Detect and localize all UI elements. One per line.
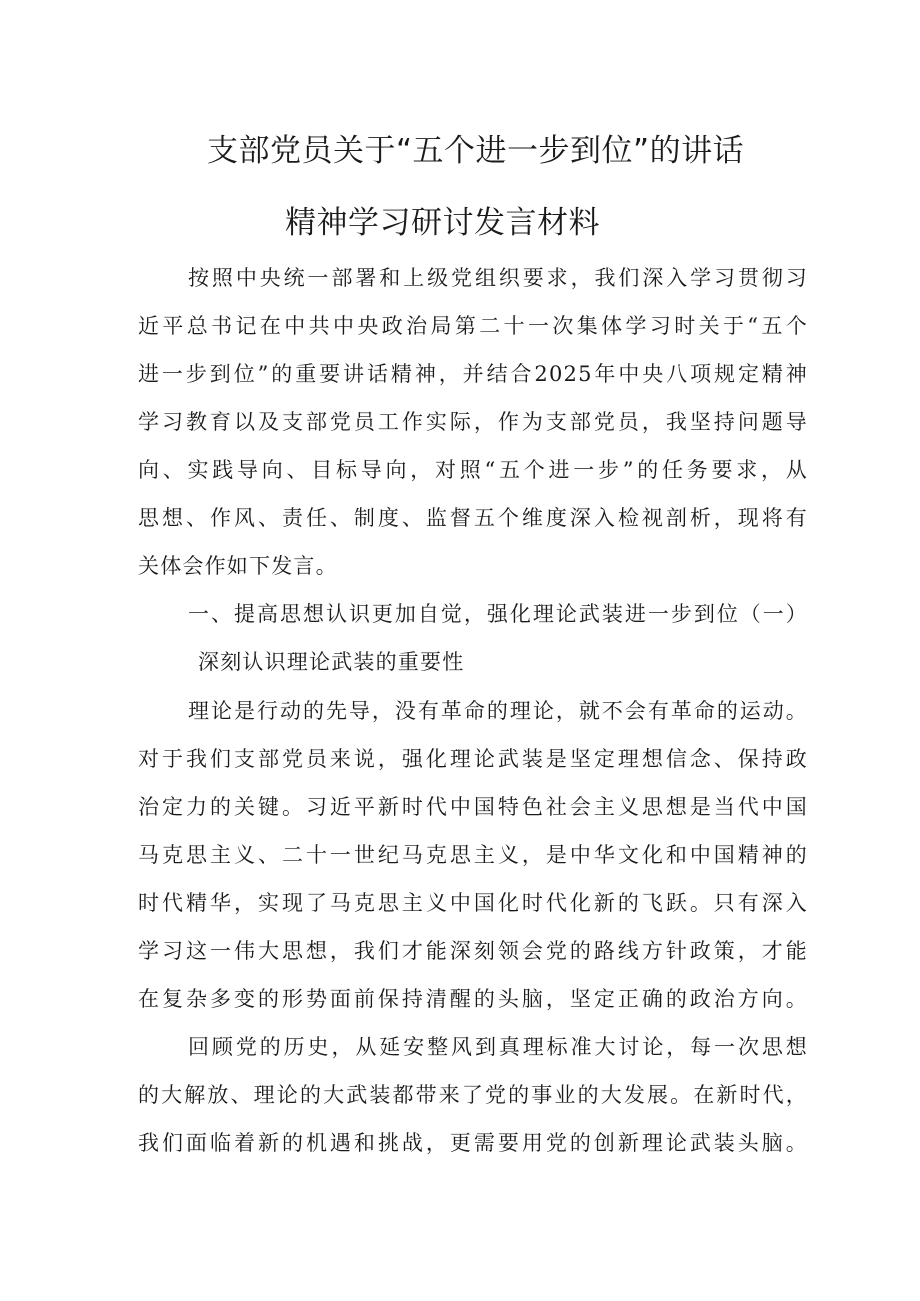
paragraph-line: 马克思主义、二十一世纪马克思主义，是中华文化和中国精神的 — [138, 843, 808, 867]
section-heading-line: 一、提高思想认识更加自觉，强化理论武装进一步到位（一） — [188, 602, 808, 626]
paragraph-line: 治定力的关键。习近平新时代中国特色社会主义思想是当代中国 — [138, 795, 808, 819]
paragraph-line: 向、实践导向、目标导向，对照“五个进一步”的任务要求，从 — [138, 458, 808, 482]
paragraph-line: 进一步到位”的重要讲话精神，并结合2025年中央八项规定精神 — [138, 362, 808, 386]
paragraph-line: 思想、作风、责任、制度、监督五个维度深入检视剖析，现将有 — [138, 506, 808, 530]
document-title-line-2: 精神学习研讨发言材料 — [285, 205, 600, 241]
document-title-line-1: 支部党员关于“五个进一步到位”的讲话 — [207, 133, 745, 169]
paragraph-line: 我们面临着新的机遇和挑战，更需要用党的创新理论武装头脑。 — [138, 1131, 808, 1155]
paragraph-line: 时代精华，实现了马克思主义中国化时代化新的飞跃。只有深入 — [138, 891, 808, 915]
paragraph-line: 在复杂多变的形势面前保持清醒的头脑，坚定正确的政治方向。 — [138, 987, 808, 1011]
paragraph-line: 关体会作如下发言。 — [138, 554, 338, 578]
paragraph-line: 按照中央统一部署和上级党组织要求，我们深入学习贯彻习 — [188, 266, 808, 290]
paragraph-line: 对于我们支部党员来说，强化理论武装是坚定理想信念、保持政 — [138, 747, 808, 771]
paragraph-line: 近平总书记在中共中央政治局第二十一次集体学习时关于“五个 — [138, 314, 808, 338]
paragraph-line: 学习教育以及支部党员工作实际，作为支部党员，我坚持问题导 — [138, 410, 808, 434]
paragraph-line: 理论是行动的先导，没有革命的理论，就不会有革命的运动。 — [188, 699, 808, 723]
paragraph-line: 学习这一伟大思想，我们才能深刻领会党的路线方针政策，才能 — [138, 939, 808, 963]
paragraph-line: 的大解放、理论的大武装都带来了党的事业的大发展。在新时代， — [138, 1083, 808, 1107]
paragraph-line: 回顾党的历史，从延安整风到真理标准大讨论，每一次思想 — [188, 1035, 808, 1059]
subsection-heading: 深刻认识理论武装的重要性 — [198, 650, 465, 674]
